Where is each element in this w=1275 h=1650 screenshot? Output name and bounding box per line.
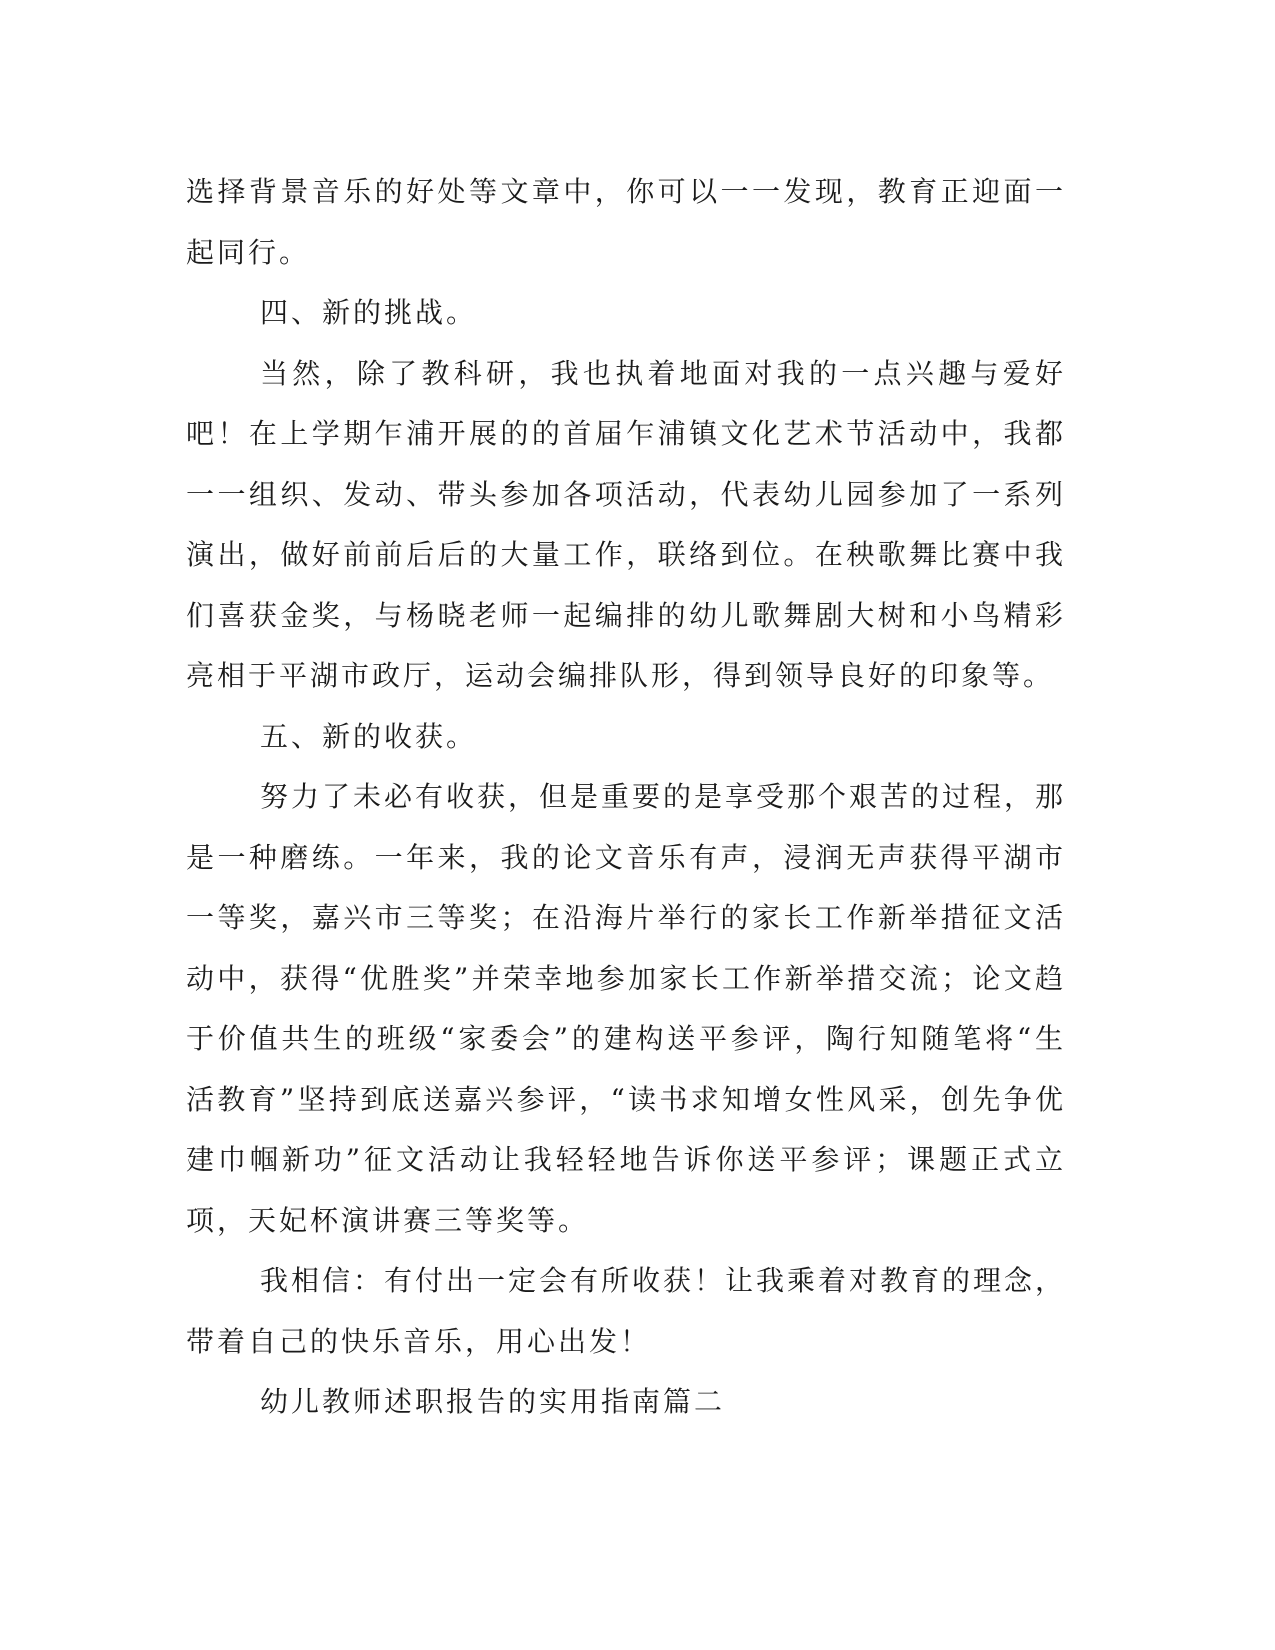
paragraph-belief: 我相信：有付出一定会有所收获！让我乘着对教育的理念，带着自己的快乐音乐，用心出发！ (186, 1264, 1067, 1358)
paragraph-achievements: 努力了未必有收获，但是重要的是享受那个艰苦的过程，那是一种磨练。一年来，我的论文音乐有声，浸润无声获得平湖市一等奖，嘉兴市三等奖；在沿海片举行的家长工作新举措征文活动中，获得“优胜奖”并荣幸地参加家长工作新举措交流；论文趋于价值共生的班级“家委会”的建构送平参评，陶行知随笔将“生活教育”坚持到底送嘉兴参评，“读书求知增女性风采，创先争优建巾帼新功”征文活动让我轻轻地告诉你送平参评；课题正式立项，天妃杯演讲赛三等奖等。 (186, 780, 1067, 1237)
paragraph-continuation: 选择背景音乐的好处等文章中，你可以一一发现，教育正迎面一起同行。 (186, 175, 1066, 269)
section-heading-new-harvest: 五、新的收获。 (260, 719, 478, 753)
paragraph-hobbies: 当然，除了教科研，我也执着地面对我的一点兴趣与爱好吧！在上学期乍浦开展的的首届乍浦镇文化艺术节活动中，我都一一组织、发动、带头参加各项活动，代表幼儿园参加了一系列演出，做好前前后后的大量工作，联络到位。在秧歌舞比赛中我们喜获金奖，与杨晓老师一起编排的幼儿歌舞剧大树和小鸟精彩亮相于平湖市政厅，运动会编排队形，得到领导良好的印象等。 (186, 356, 1066, 692)
section-heading-new-challenge: 四、新的挑战。 (260, 296, 478, 329)
document-body (186, 162, 1066, 1433)
next-article-title: 幼儿教师述职报告的实用指南篇二 (260, 1385, 726, 1418)
